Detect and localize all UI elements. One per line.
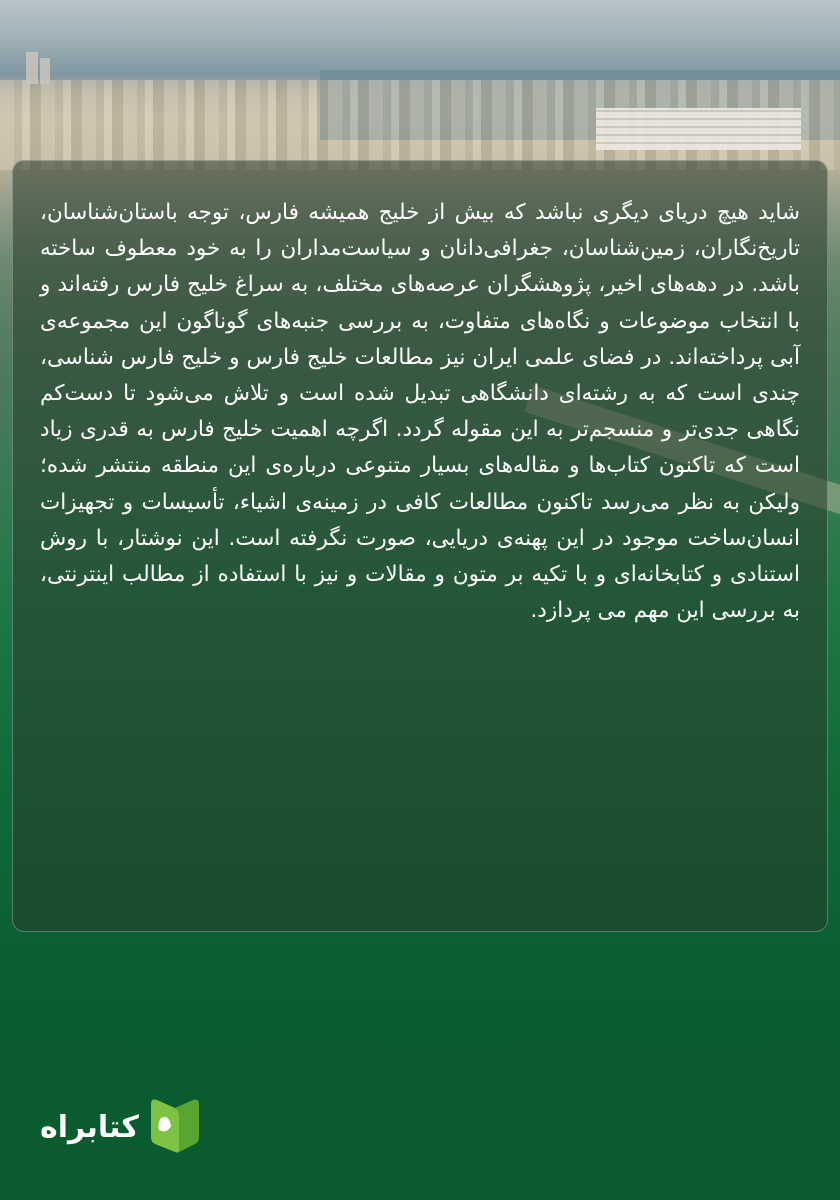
tower-building [26,52,38,84]
brand-name: کتابراه [40,1109,139,1145]
brand-logo[interactable] [40,1092,220,1162]
hotel-building [596,108,801,150]
article-body: شاید هیچ دریای دیگری نباشد که بیش از خلیج همیشه فارس، توجه باستان‌شناسان، تاریخ‌نگاران، زمین‌شناسان، جغرافی‌دانان و سیاست‌مداران را به خود معطوف ساخته باشد. در دهه‌های اخیر، پژوهشگران عرصه‌های مختلف، به سراغ خلیج فارس رفته‌اند و با انتخاب موضوعات و نگاه‌های متفاوت، به بررسی جنبه‌های گوناگون این مجموعه‌ی آبی پرداخته‌اند. در فضای علمی ایران نیز مطالعات خلیج فارس و خلیج فارس شناسی، چندی است که به رشته‌ای دانشگاهی تبدیل شده است و تلاش می‌شود تا دست‌کم نگاهی جدی‌تر و منسجم‌تر به این مقوله گردد. اگرچه اهمیت خلیج فارس به قدری زیاد است که تاکنون کتاب‌ها و مقاله‌های بسیار متنوعی درباره‌ی این منطقه منتشر شده؛ ولیکن به نظر می‌رسد تاکنون مطالعات کافی در زمینه‌ی اشیاء، تأسیسات و تجهیزات انسان‌ساخت موجود در این پهنه‌ی دریایی، صورت نگرفته است. این نوشتار، با روش استنادی و کتابخانه‌ای و با تکیه بر متون و مقالات و نیز با استفاده از مطالب اینترنتی، به بررسی این مهم می پردازد. [40,200,800,624]
book-leaf-logo-icon [145,1094,203,1160]
tower-building [40,58,50,84]
